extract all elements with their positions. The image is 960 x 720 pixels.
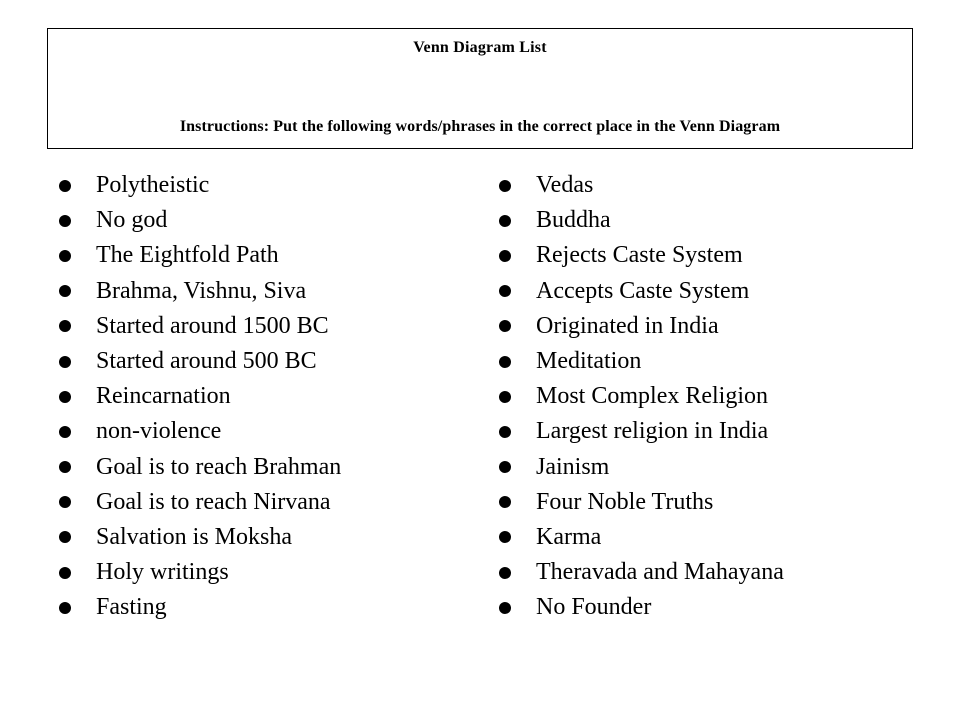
list-item-text: Goal is to reach Nirvana [96,488,331,515]
bullet-dot-icon [499,180,511,192]
list-item-text: Rejects Caste System [536,242,743,269]
bullet-dot-icon [59,602,71,614]
list-item-text: Started around 1500 BC [96,312,329,339]
list-item-text: Theravada and Mahayana [536,559,784,586]
list-item [497,309,917,344]
bullet-dot-icon [59,567,71,579]
bullet-dot-icon [59,250,71,262]
bullet-dot-icon [59,426,71,438]
list-item [57,274,477,309]
bullet-dot-icon [59,180,71,192]
list-item [57,520,477,555]
list-item [497,450,917,485]
list-item [497,344,917,379]
list-item-text: Most Complex Religion [536,383,769,410]
list-item-text: Fasting [96,594,167,621]
bullet-dot-icon [499,531,511,543]
list-item-text: Jainism [536,453,610,480]
list-item-text: Karma [536,523,602,550]
bullet-dot-icon [59,461,71,473]
bullet-dot-icon [499,461,511,473]
bullet-dot-icon [59,356,71,368]
right-word-list [497,168,917,625]
bullet-dot-icon [499,567,511,579]
bullet-dot-icon [59,391,71,403]
list-item [497,555,917,590]
list-item-text: Vedas [536,172,594,199]
bullet-dot-icon [499,250,511,262]
list-item-text: Accepts Caste System [536,277,750,304]
list-item [57,485,477,520]
bullet-dot-icon [499,215,511,227]
list-item [57,344,477,379]
list-item [497,590,917,625]
list-item-text: Meditation [536,348,642,375]
list-item-text: Four Noble Truths [536,488,714,515]
list-item-text: Holy writings [96,559,229,586]
list-item-text: Polytheistic [96,172,210,199]
list-item [497,414,917,449]
list-item [57,379,477,414]
list-item-text: No god [96,207,168,234]
list-item [57,238,477,273]
header-box [47,28,913,149]
list-item [497,485,917,520]
list-item [57,203,477,238]
bullet-dot-icon [59,496,71,508]
bullet-dot-icon [499,356,511,368]
list-item-text: Largest religion in India [536,418,769,445]
list-item [57,555,477,590]
list-item-text: non-violence [96,418,222,445]
list-item-text: Started around 500 BC [96,348,317,375]
list-item-text: The Eightfold Path [96,242,279,269]
left-word-list [57,168,477,625]
list-item [497,274,917,309]
bullet-dot-icon [59,531,71,543]
list-item [497,238,917,273]
list-item [57,450,477,485]
list-item [497,168,917,203]
page-title: Venn Diagram List [413,39,547,56]
bullet-dot-icon [59,285,71,297]
list-item [497,203,917,238]
list-item [57,168,477,203]
list-item-text: Goal is to reach Brahman [96,453,342,480]
bullet-dot-icon [499,320,511,332]
bullet-dot-icon [499,426,511,438]
list-item-text: Salvation is Moksha [96,523,292,550]
list-item-text: No Founder [536,594,652,621]
bullet-dot-icon [499,602,511,614]
list-item-text: Originated in India [536,312,719,339]
instructions-text: Instructions: Put the following words/phrases in the correct place in the Venn Diagram [179,118,781,135]
list-item [497,379,917,414]
list-item [57,309,477,344]
list-item-text: Buddha [536,207,611,234]
list-item-text: Brahma, Vishnu, Siva [96,277,307,304]
bullet-dot-icon [499,391,511,403]
list-item [57,414,477,449]
list-item [497,520,917,555]
bullet-dot-icon [499,496,511,508]
bullet-dot-icon [59,320,71,332]
bullet-dot-icon [59,215,71,227]
bullet-dot-icon [499,285,511,297]
list-item [57,590,477,625]
list-item-text: Reincarnation [96,383,231,410]
